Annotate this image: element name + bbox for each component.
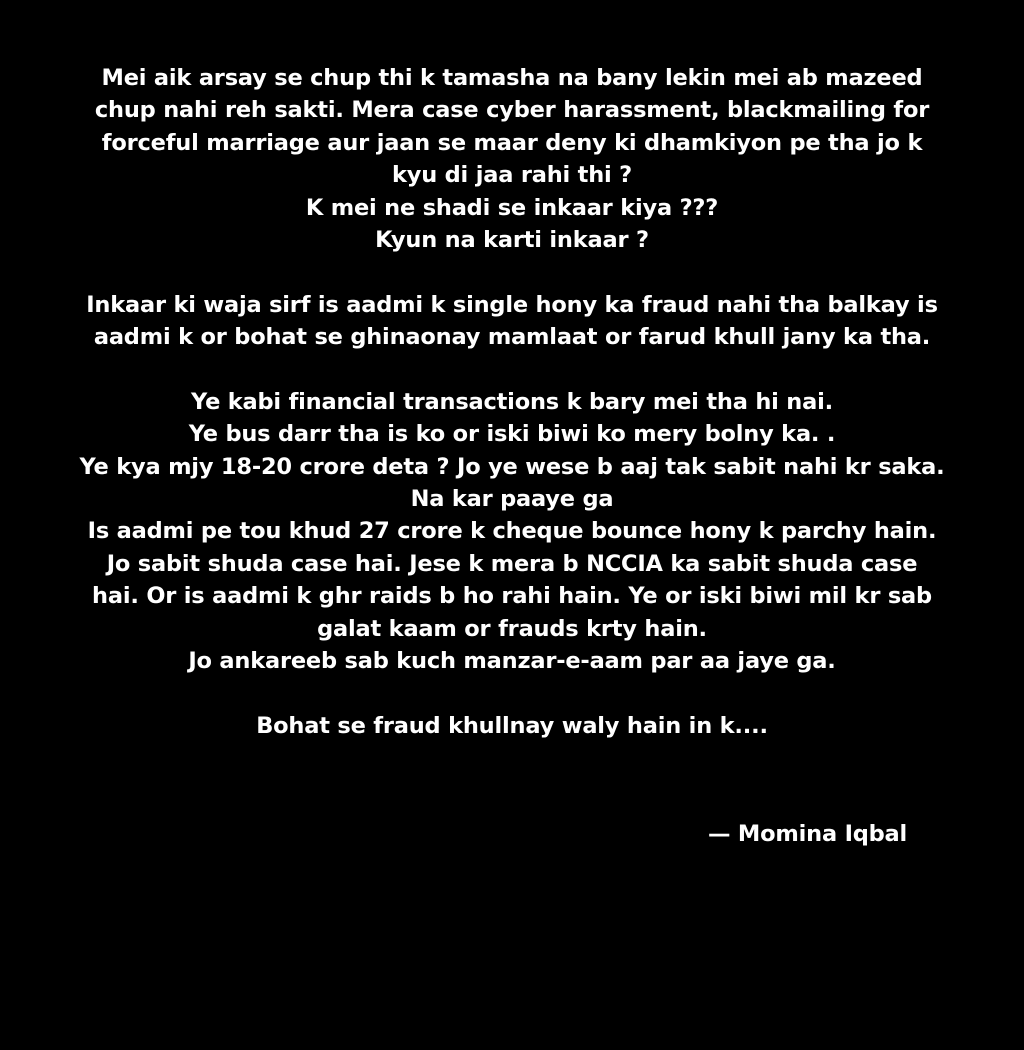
statement-line: aadmi k or bohat se ghinaonay mamlaat or farud khull jany ka tha. — [93, 324, 931, 351]
statement-line: hai. Or is aadmi k ghr raids b ho rahi hain. Ye or iski biwi mil kr sab — [92, 583, 932, 610]
statement-line: Bohat se fraud khullnay waly hain in k.... — [256, 712, 768, 739]
statement-line: Jo ankareeb sab kuch manzar-e-aam par aa jaye ga. — [188, 648, 836, 675]
statement-line: Inkaar ki waja sirf is aadmi k single hony ka fraud nahi tha balkay is — [86, 291, 938, 318]
statement-text — [0, 62, 1024, 742]
paragraph-gap — [0, 256, 1024, 288]
statement-line: Ye bus darr tha is ko or iski biwi ko mery bolny ka. . — [188, 421, 836, 448]
paragraph-gap — [0, 354, 1024, 386]
statement-line: Kyun na karti inkaar ? — [375, 226, 649, 253]
statement-line: forceful marriage aur jaan se maar deny ki dhamkiyon pe tha jo k — [101, 129, 923, 156]
statement-line: kyu di jaa rahi thi ? — [391, 162, 633, 189]
signature: — Momina Iqbal — [708, 821, 908, 847]
statement-line: Na kar paaye ga — [410, 486, 614, 513]
statement-line: Mei aik arsay se chup thi k tamasha na bany lekin mei ab mazeed — [101, 65, 923, 91]
statement-line: galat kaam or frauds krty hain. — [317, 615, 707, 642]
statement-line: K mei ne shadi se inkaar kiya ??? — [305, 194, 719, 221]
statement-line: Ye kabi financial transactions k bary mei tha hi nai. — [191, 388, 833, 415]
paragraph-gap — [0, 677, 1024, 709]
statement-line: Jo sabit shuda case hai. Jese k mera b NCCIA ka sabit shuda case — [106, 550, 918, 577]
statement-line: Is aadmi pe tou khud 27 crore k cheque bounce hony k parchy hain. — [87, 518, 937, 545]
statement-line: chup nahi reh sakti. Mera case cyber harassment, blackmailing for — [94, 97, 930, 124]
statement-line: Ye kya mjy 18-20 crore deta ? Jo ye wese b aaj tak sabit nahi kr saka. — [79, 453, 945, 480]
